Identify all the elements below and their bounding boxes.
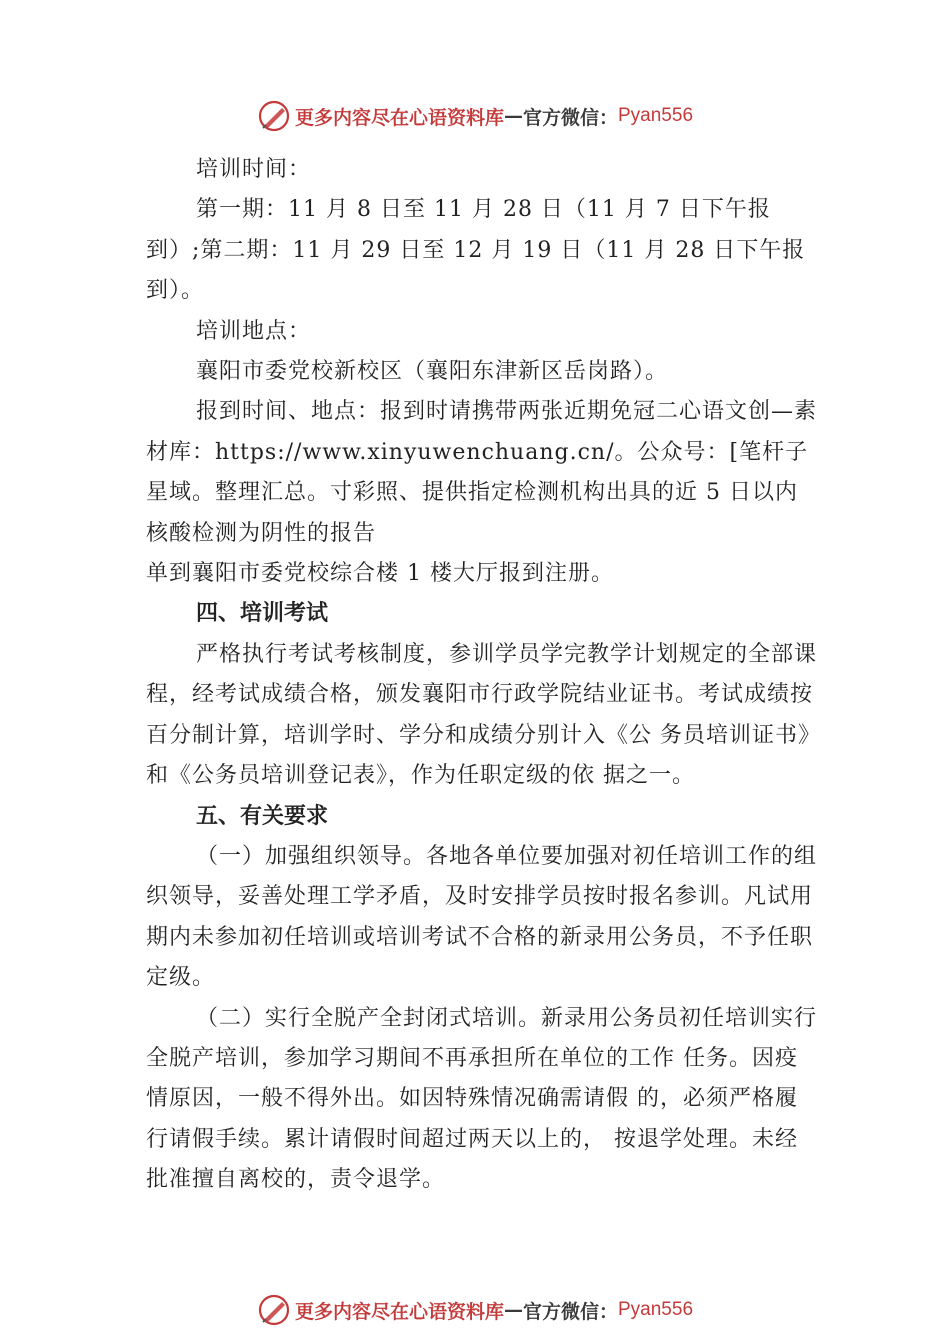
section-4-title: 四、培训考试 — [196, 601, 329, 627]
banner-wechat-id: Pyan556 — [618, 105, 694, 126]
banner-wechat-id: Pyan556 — [618, 1299, 694, 1320]
banner-site-text: 更多内容尽在心语资料库 — [294, 1300, 504, 1323]
section-5-title: 五、有关要求 — [196, 803, 329, 829]
banner-dash: — — [503, 105, 523, 127]
location-detail: 襄阳市委党校新校区（襄阳东津新区岳岗路）。 — [196, 359, 669, 385]
requirement-1-paragraph: （一）加强组织领导。各地各单位要加强对初任培训工作的组织领导，妥善处理工学矛盾，及时安排学员按时报名参训。凡试用期内未参加初任培训或培训考试不合格的新录用公务员，不予任职定级。 — [146, 843, 818, 991]
requirement-2-paragraph: （二）实行全脱产全封闭式培训。新录用公务员初任培训实行全脱产培训，参加学习期间不再承担所在单位的工作 任务。因疫情原因，一般不得外出。如因特殊情况确需请假 的，必须严格履行请假手续。累计请假时间超过两天以上的， 按退学处理。未经批准擅自离校的，责令退学。 — [146, 1005, 818, 1193]
training-time-detail: 第一期：11 月 8 日至 11 月 28 日（11 月 7 日下午报到）;第二期：11 月 29 日至 12 月 19 日（11 月 28 日下午报到）。 — [146, 197, 806, 304]
banner-dash: — — [503, 1299, 523, 1321]
section-4-paragraph: 严格执行考试考核制度，参训学员学完教学计划规定的全部课程，经考试成绩合格，颁发襄阳市行政学院结业证书。考试成绩按百分制计算，培训学时、学分和成绩分别计入《公 务员培训证书》和《公务员培训登记表》，作为任职定级的依 据之一。 — [146, 641, 818, 789]
checkin-paragraph-end: 单到襄阳市委党校综合楼 1 楼大厅报到注册。 — [146, 561, 614, 587]
banner-site-text: 更多内容尽在心语资料库 — [294, 106, 504, 129]
banner-wechat-label: 官方微信： — [522, 106, 618, 129]
pen-logo-icon — [257, 1293, 291, 1327]
location-label: 培训地点： — [196, 318, 312, 344]
document-body — [146, 150, 818, 1201]
header-banner — [0, 96, 950, 136]
pen-logo-icon — [257, 99, 291, 133]
checkin-paragraph: 报到时间、地点：报到时请携带两张近期免冠二心语文创—素材库：https://www.xinyuwenchuang.cn/。公众号：[笔杆子星域。整理汇总。寸彩照、提供指定检测机构出具的近 5 日以内核酸检测为阴性的报告 — [146, 399, 818, 546]
footer-banner — [0, 1290, 950, 1330]
training-time-label: 培训时间： — [196, 157, 312, 182]
banner-wechat-label: 官方微信： — [522, 1300, 618, 1323]
